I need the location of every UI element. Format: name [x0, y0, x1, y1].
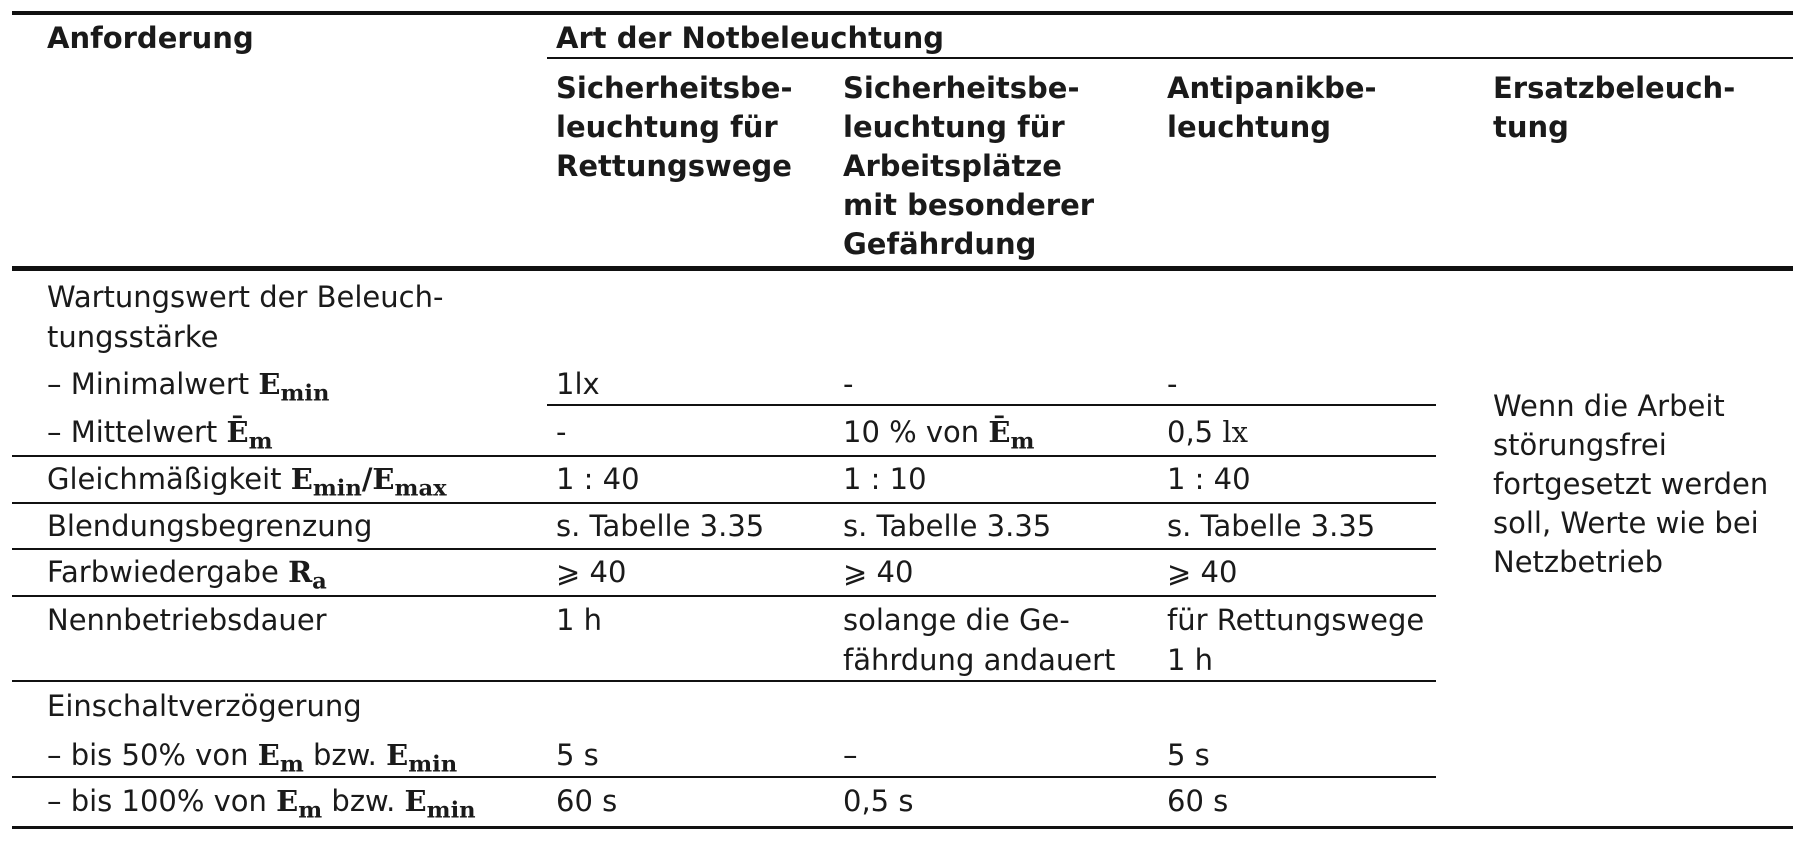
row-blendungsbegrenzung-label: Blendungsbegrenzung	[47, 509, 373, 543]
bis100-col1: 60 s	[556, 784, 618, 818]
gleichmaessigkeit-col3: 1 : 40	[1167, 462, 1251, 496]
ersatz-text-line4: soll, Werte wie bei	[1493, 506, 1759, 540]
nennbetriebsdauer-col3-line1: für Rettungswege	[1167, 603, 1425, 637]
table-bottom-rule	[12, 826, 1793, 829]
header-col3-line1: Antipanikbe-	[1167, 71, 1377, 105]
header-col2-line3: Arbeitsplätze	[843, 149, 1062, 183]
gleichmaessigkeit-col1: 1 : 40	[556, 462, 640, 496]
header-col2-line1: Sicherheitsbe-	[843, 71, 1080, 105]
ersatz-text-line2: störungsfrei	[1493, 428, 1667, 462]
mittelwert-col3: 0,5 lx	[1167, 415, 1248, 449]
blendung-col1: s. Tabelle 3.35	[556, 509, 765, 543]
ersatz-text-line5: Netzbetrieb	[1493, 545, 1663, 579]
row-rule-blend	[12, 548, 1436, 550]
row-bis50-label: – bis 50% von $E_m$ bzw. $E_{min}$	[47, 738, 458, 778]
minimalwert-col2: -	[843, 367, 854, 401]
nennbetriebsdauer-col2-line2: fährdung andauert	[843, 643, 1116, 677]
mittelwert-col2: 10 % von $Ē_m$	[843, 415, 1035, 455]
header-col2-line2: leuchtung für	[843, 110, 1065, 144]
minimalwert-col3: -	[1167, 367, 1178, 401]
header-art-der-notbeleuchtung: Art der Notbeleuchtung	[556, 21, 945, 55]
row-wartungswert-line2: tungsstärke	[47, 320, 219, 354]
header-col1-line2: leuchtung für	[556, 110, 778, 144]
header-col2-line4: mit besonderer	[843, 188, 1095, 222]
bis50-col1: 5 s	[556, 738, 599, 772]
nennbetriebsdauer-col1: 1 h	[556, 603, 603, 637]
header-bottom-rule	[12, 266, 1793, 271]
row-gleichmaessigkeit-label: Gleichmäßigkeit $E_{min}/E_{max}$	[47, 462, 447, 502]
ersatz-text-line3: fortgesetzt werden	[1493, 467, 1769, 501]
nennbetriebsdauer-col2-line1: solange die Ge-	[843, 603, 1070, 637]
header-col1-line3: Rettungswege	[556, 149, 792, 183]
farbwiedergabe-col3: ⩾ 40	[1167, 555, 1238, 589]
bis100-col2: 0,5 s	[843, 784, 914, 818]
row-rule-mittel	[12, 455, 1436, 457]
header-span-rule	[547, 57, 1793, 59]
header-col4-line1: Ersatzbeleuch-	[1493, 71, 1736, 105]
row-rule-min	[547, 404, 1436, 406]
mittelwert-col1: -	[556, 415, 567, 449]
ersatz-text-line1: Wenn die Arbeit	[1493, 389, 1725, 423]
minimalwert-col1: 1lx	[556, 367, 600, 401]
blendung-col3: s. Tabelle 3.35	[1167, 509, 1376, 543]
row-minimalwert-label: – Minimalwert $E_{min}$	[47, 367, 330, 407]
row-rule-gleich	[12, 502, 1436, 504]
gleichmaessigkeit-col2: 1 : 10	[843, 462, 927, 496]
header-col4-line2: tung	[1493, 110, 1569, 144]
table-top-rule	[12, 11, 1793, 15]
farbwiedergabe-col1: ⩾ 40	[556, 555, 627, 589]
header-col3-line2: leuchtung	[1167, 110, 1332, 144]
row-nennbetriebsdauer-label: Nennbetriebsdauer	[47, 603, 327, 637]
row-farbwiedergabe-label: Farbwiedergabe $R_a$	[47, 555, 327, 595]
bis100-col3: 60 s	[1167, 784, 1229, 818]
header-anforderung: Anforderung	[47, 21, 254, 55]
row-wartungswert-line1: Wartungswert der Beleuch-	[47, 280, 444, 314]
blendung-col2: s. Tabelle 3.35	[843, 509, 1052, 543]
nennbetriebsdauer-col3-line2: 1 h	[1167, 643, 1214, 677]
header-col2-line5: Gefährdung	[843, 227, 1037, 261]
row-einschaltverzoegerung-label: Einschaltverzögerung	[47, 689, 362, 723]
farbwiedergabe-col2: ⩾ 40	[843, 555, 914, 589]
bis50-col3: 5 s	[1167, 738, 1210, 772]
row-rule-bis50	[12, 776, 1436, 778]
row-rule-farb	[12, 595, 1436, 597]
header-col1-line1: Sicherheitsbe-	[556, 71, 793, 105]
row-rule-nenn	[12, 680, 1436, 682]
bis50-col2: –	[843, 738, 858, 772]
row-bis100-label: – bis 100% von $E_m$ bzw. $E_{min}$	[47, 784, 476, 824]
row-mittelwert-label: – Mittelwert $Ē_m$	[47, 415, 273, 455]
